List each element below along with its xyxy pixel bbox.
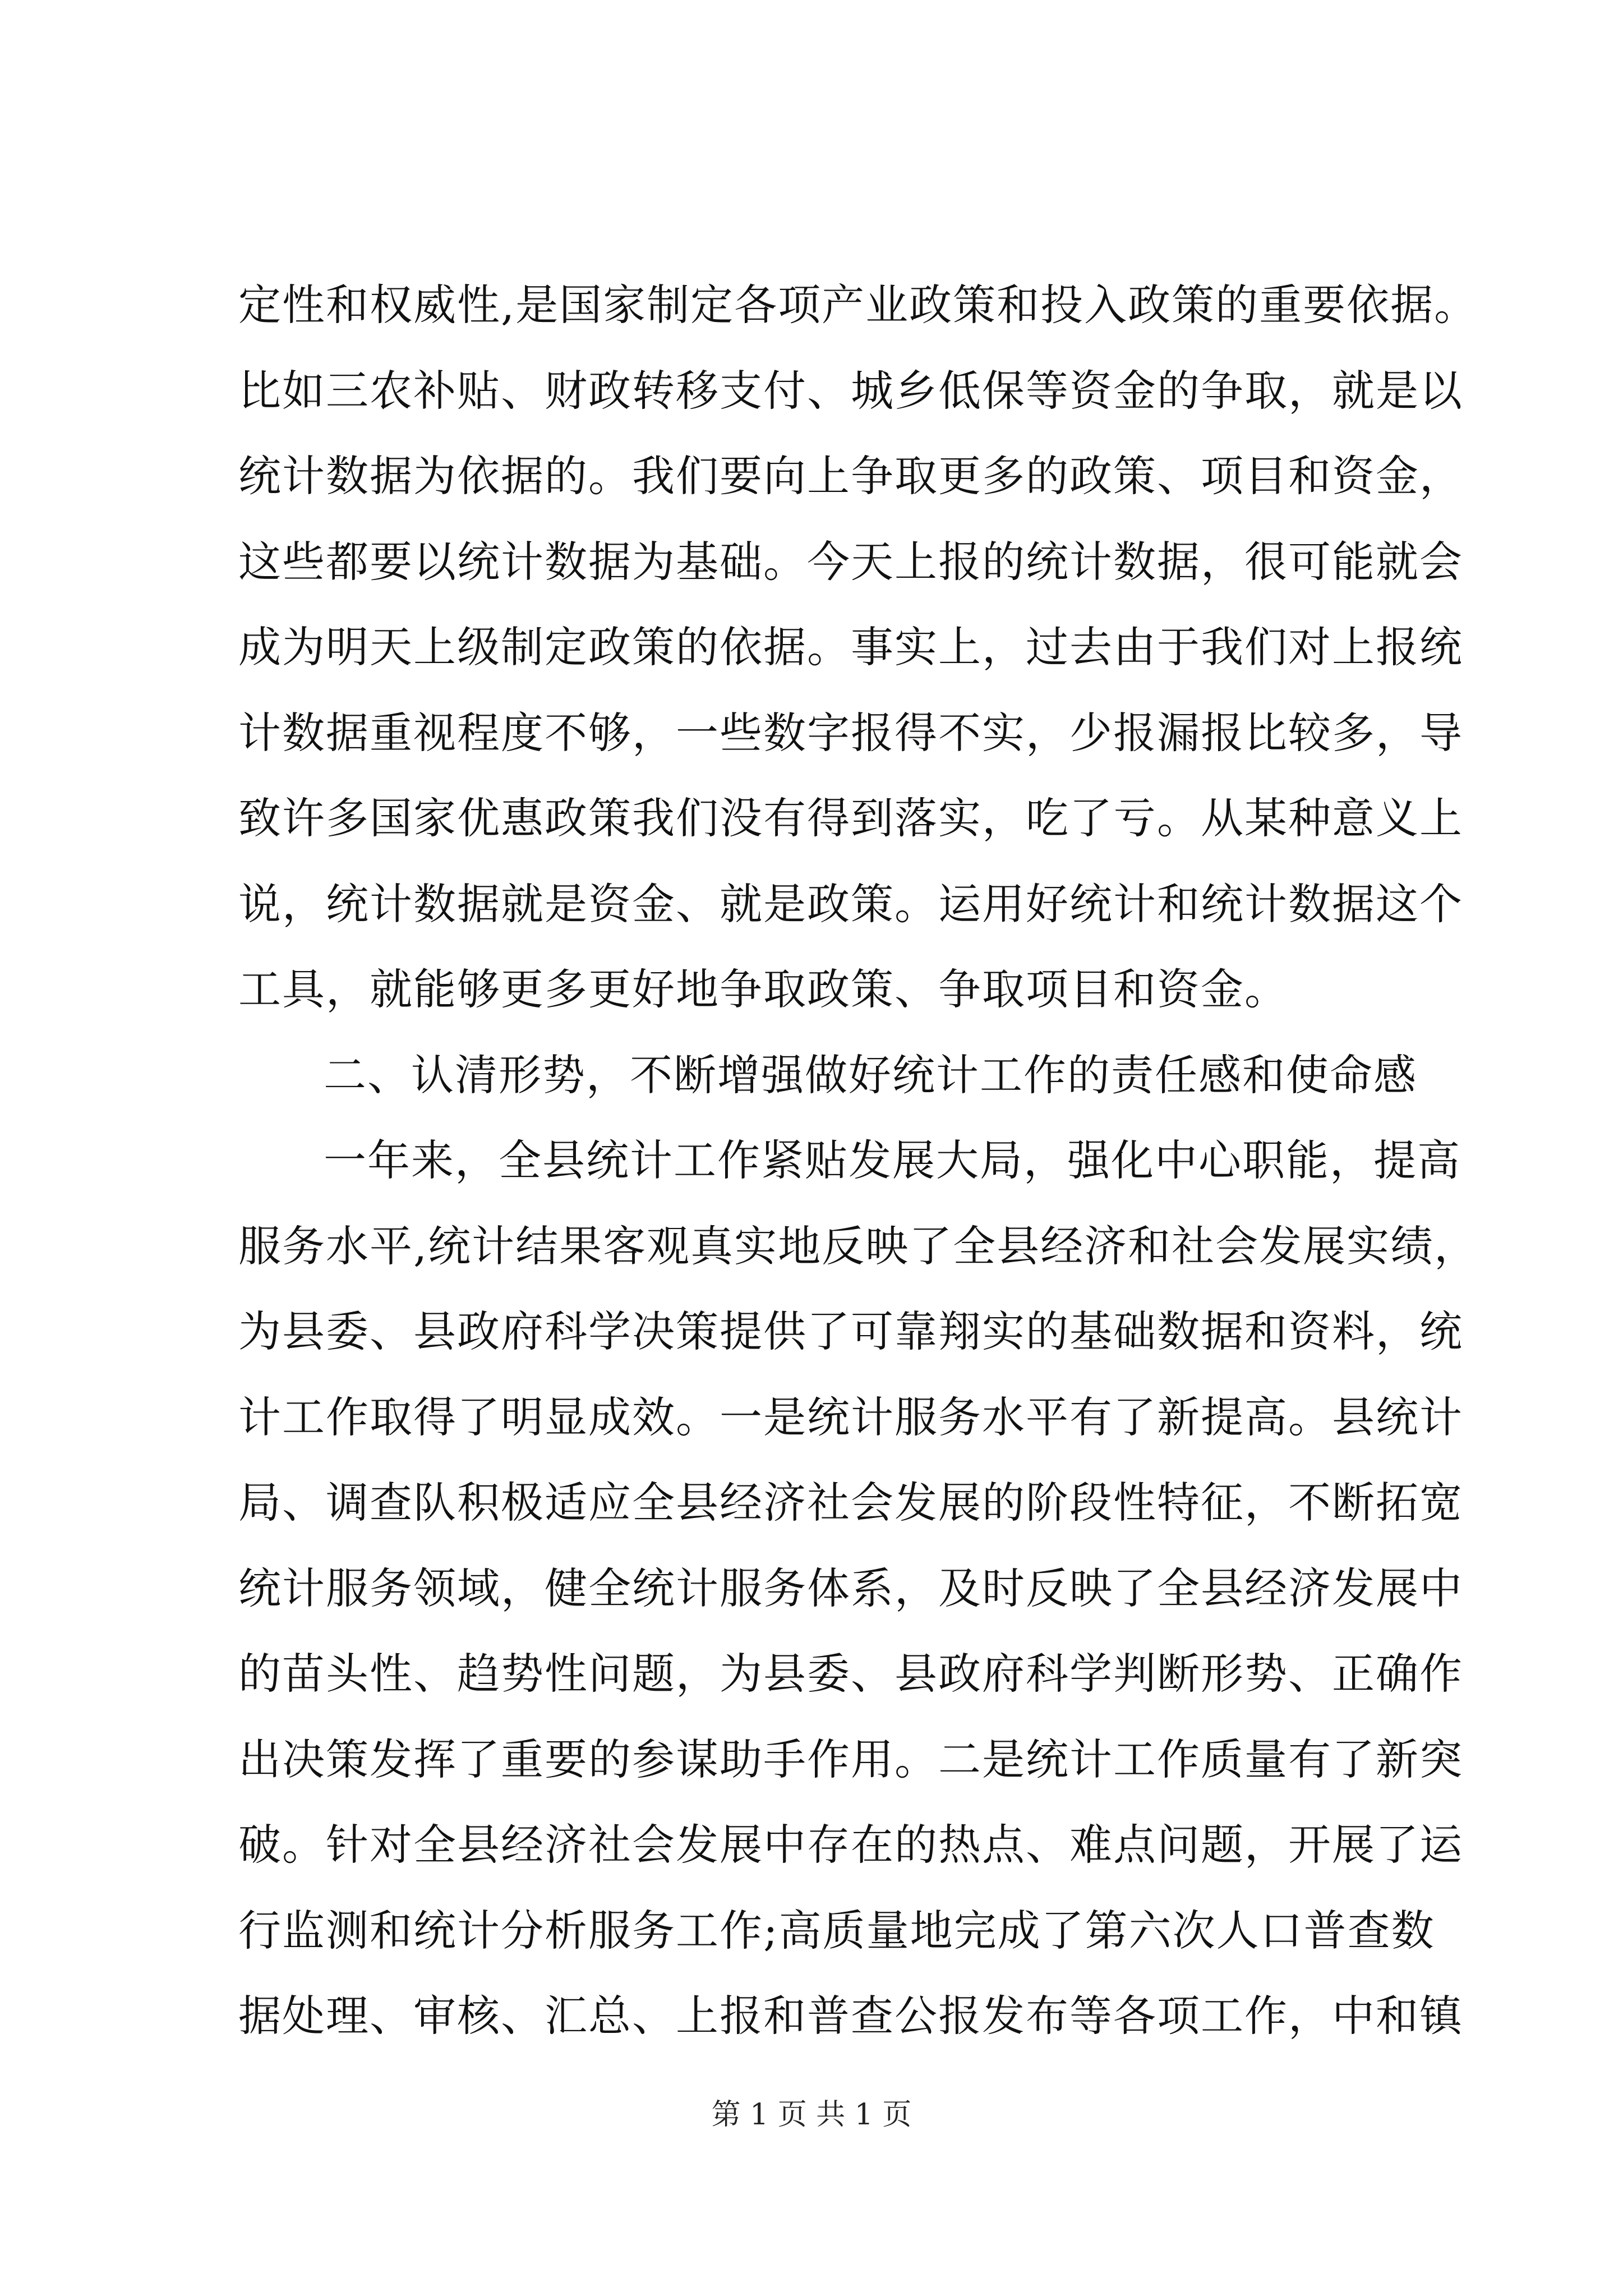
text-line: 服务水平,统计结果客观真实地反映了全县经济和社会发展实绩， <box>238 1221 1478 1271</box>
text-line: 出决策发挥了重要的参谋助手作用。二是统计工作质量有了新突 <box>238 1734 1463 1784</box>
page-number-label: 第 1 页 共 1 页 <box>711 2098 912 2132</box>
page-footer <box>0 2095 1623 2134</box>
text-line: 的苗头性、趋势性问题，为县委、县政府科学判断形势、正确作 <box>238 1649 1463 1699</box>
text-line: 为县委、县政府科学决策提供了可靠翔实的基础数据和资料，统 <box>238 1306 1463 1356</box>
text-line: 成为明天上级制定政策的依据。事实上，过去由于我们对上报统 <box>238 622 1463 672</box>
text-line: 定性和权威性,是国家制定各项产业政策和投入政策的重要依据。 <box>238 280 1478 330</box>
section-heading: 二、认清形势，不断增强做好统计工作的责任感和使命感 <box>324 1050 1417 1100</box>
text-line: 比如三农补贴、财政转移支付、城乡低保等资金的争取，就是以 <box>238 365 1463 416</box>
text-line: 致许多国家优惠政策我们没有得到落实，吃了亏。从某种意义上 <box>238 793 1463 843</box>
text-line: 破。针对全县经济社会发展中存在的热点、难点问题，开展了运 <box>238 1820 1463 1870</box>
text-line: 这些都要以统计数据为基础。今天上报的统计数据，很可能就会 <box>238 536 1463 587</box>
text-line: 据处理、审核、汇总、上报和普查公报发布等各项工作，中和镇 <box>238 1991 1463 2041</box>
text-line: 计工作取得了明显成效。一是统计服务水平有了新提高。县统计 <box>238 1392 1463 1442</box>
text-line: 一年来，全县统计工作紧贴发展大局，强化中心职能，提高 <box>324 1135 1461 1185</box>
text-line: 工具，就能够更多更好地争取政策、争取项目和资金。 <box>238 964 1288 1014</box>
text-line: 说，统计数据就是资金、就是政策。运用好统计和统计数据这个 <box>238 878 1463 929</box>
text-line: 统计数据为依据的。我们要向上争取更多的政策、项目和资金， <box>238 451 1463 501</box>
text-line: 计数据重视程度不够，一些数字报得不实，少报漏报比较多，导 <box>238 707 1463 758</box>
text-line: 统计服务领域，健全统计服务体系，及时反映了全县经济发展中 <box>238 1563 1463 1613</box>
text-line: 局、调查队积极适应全县经济社会发展的阶段性特征，不断拓宽 <box>238 1478 1463 1527</box>
body-text <box>238 263 1478 2059</box>
text-line: 行监测和统计分析服务工作;高质量地完成了第六次人口普查数 <box>238 1905 1435 1955</box>
